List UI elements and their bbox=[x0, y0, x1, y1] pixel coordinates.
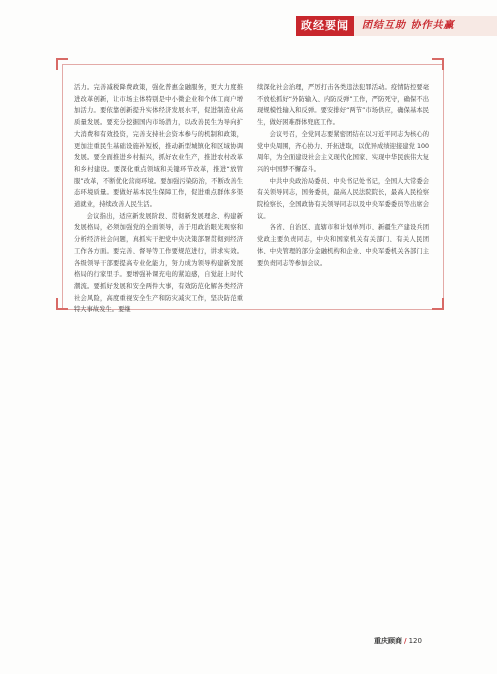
frame-corner-ornament bbox=[432, 298, 444, 310]
page-footer bbox=[374, 634, 422, 648]
article-paragraph: 续深化社会治理，严厉打击各类违法犯罪活动。疫情防控要毫不放松抓好“外防输入、内防反弹”工作，严防死守，确保不出现规模性输入和反弹。要安排好“两节”市场供应，确保基本民生，做好困难群体兜底工作。 bbox=[257, 84, 429, 127]
frame-corner-ornament bbox=[56, 298, 68, 310]
page-number: 120 bbox=[408, 637, 422, 645]
article-column-left bbox=[74, 82, 243, 316]
article-paragraph: 会议号召，全党同志要紧密团结在以习近平同志为核心的党中央周围，齐心协力、开拓进取，以优异成绩迎接建党 100 周年，为全面建设社会主义现代化国家、实现中华民族伟大复兴的中国梦不懈奋斗。 bbox=[257, 130, 429, 173]
article-paragraph: 活力。完善减税降费政策，强化普惠金融服务，更大力度推进改革创新，让市场主体特别是中小微企业和个体工商户增加活力。要依靠创新提升实体经济发展水平，促进制造业高质量发展。要充分挖掘国内市场潜力，以改善民生为导向扩大消费和有效投资，完善支持社会资本参与的机制和政策，更加注重民生基础设施补短板，推动新型城镇化和区域协调发展。要全面推进乡村振兴，抓好农业生产，推进农村改革和乡村建设。要深化重点领域和关键环节改革，推进“放管服”改革，不断优化营商环境。要加强污染防治，不断改善生态环境质量。要做好基本民生保障工作，促进重点群体多渠道就业，持续改善人民生活。 bbox=[74, 84, 243, 209]
frame-corner-ornament bbox=[432, 58, 444, 70]
footer-divider: / bbox=[404, 637, 407, 645]
article-paragraph: 各省、自治区、直辖市和计划单列市、新疆生产建设兵团党政主要负责同志，中央和国家机关有关部门、有关人民团体、中央管理的部分金融机构和企业、中央军委机关各部门主要负责同志等参加会议。 bbox=[257, 224, 429, 267]
article-paragraph: 会议指出，适应新发展阶段、贯彻新发展理念、构建新发展格局，必须加强党的全面领导，善于用政治眼光观察和分析经济社会问题，真抓实干把党中央决策部署贯彻到经济工作各方面。要完善、督导等工作要规范进行，讲求实效。各级领导干部要提高专业化能力，努力成为领导构建新发展格局的行家里手。要增强补课充电的紧迫感，自觉赶上时代潮流。要抓好发展和安全两件大事，有效防范化解各类经济社会风险，高度重视安全生产和防灾减灾工作，坚决防范重特大事故发生。要继 bbox=[74, 212, 243, 314]
article-paragraph: 中共中央政治局委员、中央书记处书记，全国人大常委会有关领导同志，国务委员，最高人民法院院长，最高人民检察院检察长，全国政协有关领导同志以及中央军委委员等出席会议。 bbox=[257, 177, 429, 220]
frame-corner-ornament bbox=[56, 58, 68, 70]
article-column-right bbox=[257, 82, 429, 269]
section-slogan: 团结互助 协作共赢 bbox=[362, 20, 455, 31]
section-title: 政经要闻 bbox=[296, 16, 354, 36]
publication-name: 重庆顾商 bbox=[374, 637, 402, 645]
